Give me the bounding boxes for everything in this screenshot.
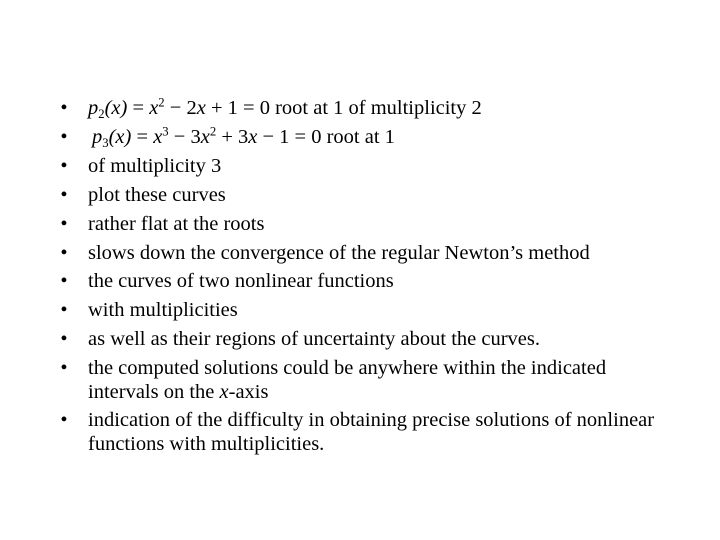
formula-eq: = [131,126,154,148]
bullet-text: as well as their regions of uncertainty about the curves. [88,327,540,350]
bullet-icon: • [60,242,68,264]
formula-text: + 1 = 0 root at 1 of multiplicity 2 [205,97,482,119]
bullet-item-uncertainty [58,327,678,352]
formula-term: x [248,126,258,148]
formula-fn: p [92,126,103,148]
bullet-item-convergence [58,241,678,266]
bullet-item-curves [58,269,678,294]
formula-exp: 2 [209,124,217,139]
formula-text: − 3 [168,126,201,148]
bullet-icon: • [60,408,68,431]
text-emphasis: x [219,381,229,403]
formula-eq: = [127,97,150,119]
bullet-icon: • [60,356,68,379]
p2-formula [88,95,482,122]
bullet-icon: • [60,184,68,206]
bullet-icon: • [60,155,68,177]
bullet-text: rather flat at the roots [88,213,265,235]
bullet-icon: • [60,269,68,292]
formula-fn: p [88,97,99,119]
formula-text: − 1 = 0 root at 1 [257,126,395,148]
bullet-text: indication of the difficulty in obtaining precise solutions of nonlinear functions with multiplicities. [88,408,655,455]
bullet-icon: • [60,298,68,321]
bullet-text: slows down the convergence of the regular Newton’s method [88,242,590,264]
bullet-item-difficulty [58,408,678,457]
formula-term: x [196,97,206,119]
formula-sub: 3 [102,136,109,151]
bullet-text: the curves of two nonlinear functions [88,269,394,292]
bullet-item-multiplicities [58,298,678,323]
formula-arg: (x) [108,126,132,148]
bullet-item-flat [58,212,678,237]
bullet-item-computed-solutions [58,356,678,405]
bullet-list [58,96,678,461]
bullet-icon: • [60,213,68,235]
bullet-text: of multiplicity 3 [88,155,222,177]
bullet-item-p2 [58,96,678,121]
bullet-item-plot [58,183,678,208]
formula-exp: 2 [158,95,165,110]
formula-exp: 3 [162,124,169,139]
bullet-text: plot these curves [88,184,226,206]
bullet-item-multiplicity-3 [58,154,678,179]
bullet-icon: • [60,97,68,119]
formula-arg: (x) [104,97,128,119]
formula-term: x [200,126,210,148]
bullet-text [88,357,606,404]
bullet-icon: • [60,126,68,148]
formula-term: x [153,126,163,148]
text-segment: -axis [228,381,269,403]
p3-formula [88,125,395,150]
text-segment: the computed solutions could be anywhere within the indicated intervals on the [88,356,607,403]
bullet-text: with multiplicities [88,298,238,321]
formula-text: + 3 [216,126,249,148]
formula-term: x [149,97,159,119]
formula-sub: 2 [98,107,105,122]
formula-text: − 2 [164,97,197,119]
bullet-item-p3 [58,125,678,150]
bullet-icon: • [60,327,68,350]
